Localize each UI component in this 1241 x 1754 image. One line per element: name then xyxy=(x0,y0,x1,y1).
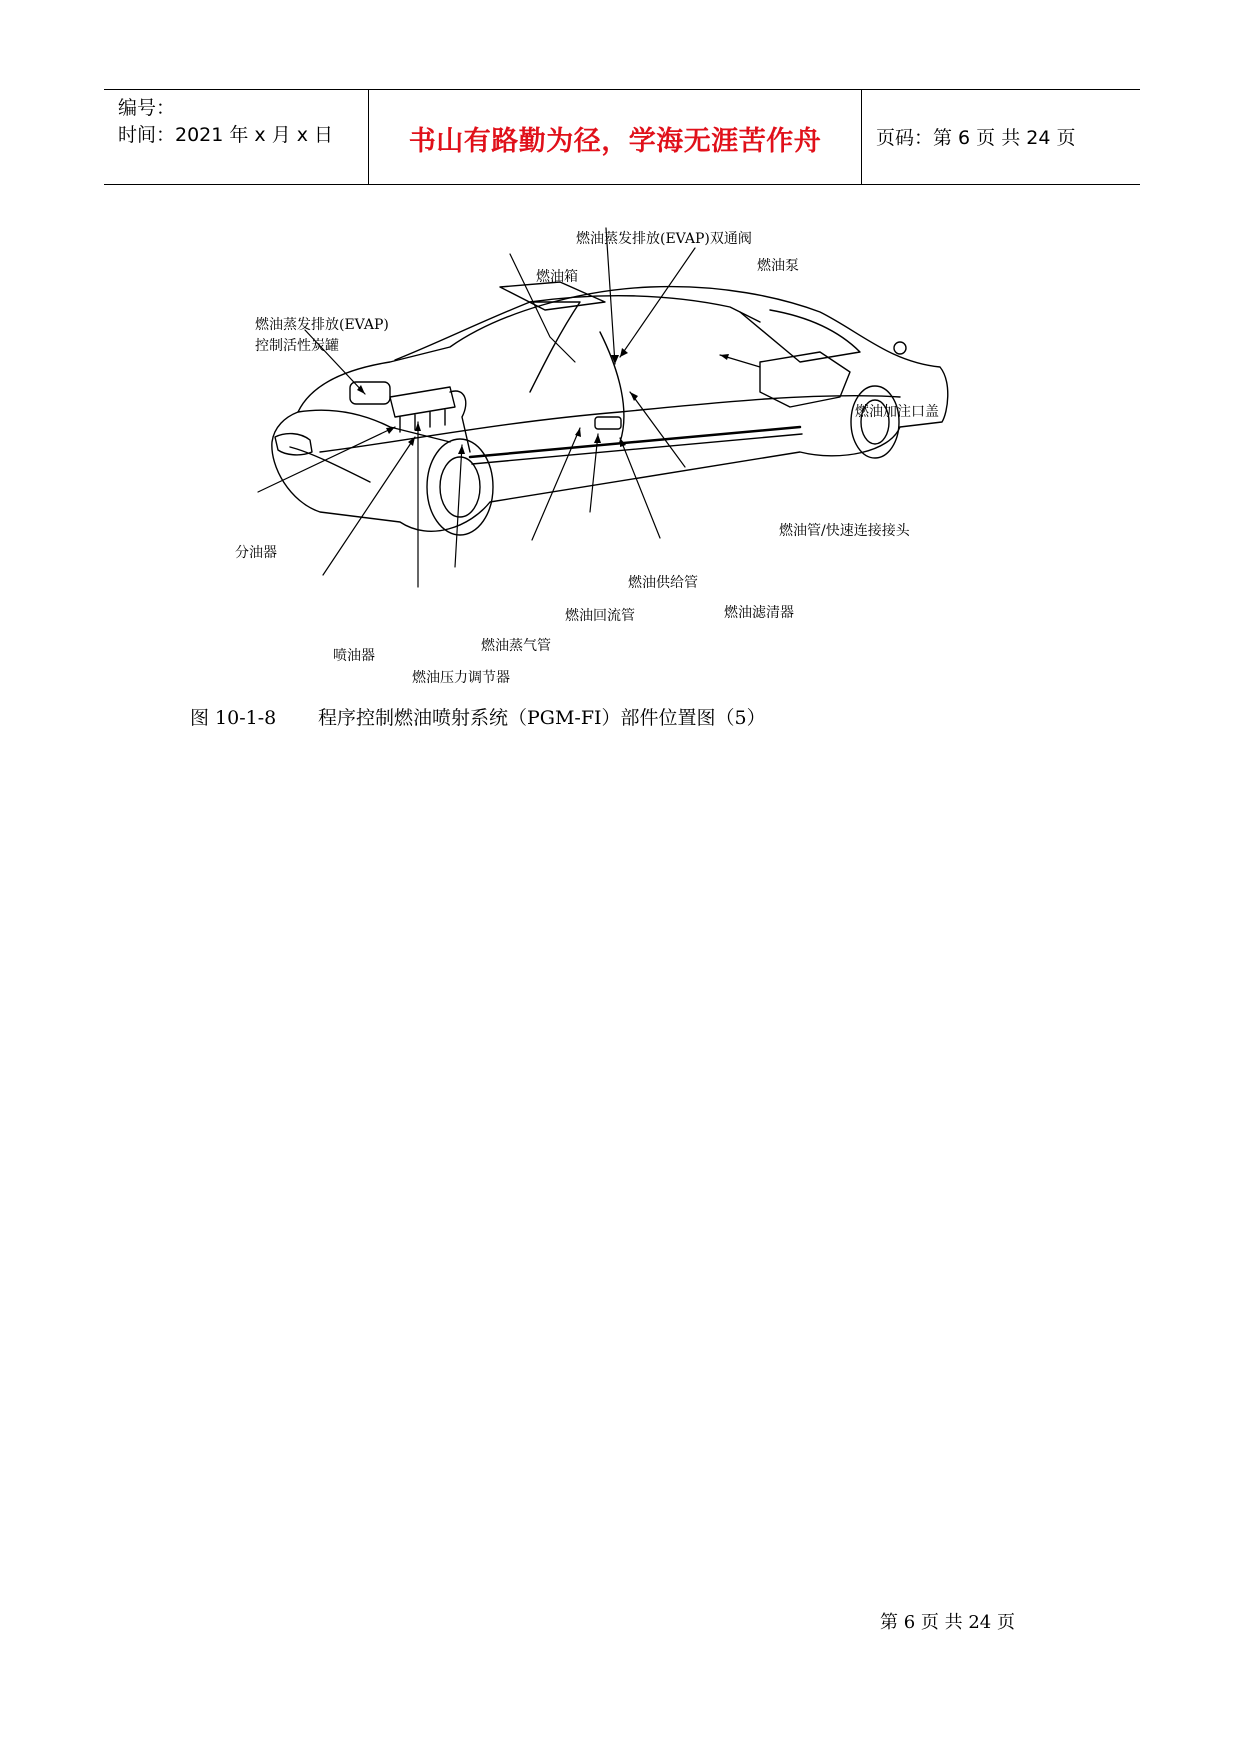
filler-cap-shape xyxy=(894,342,906,354)
arrowhead-quick-connector xyxy=(630,392,638,401)
leader-injector xyxy=(323,437,415,575)
figure-title: 程序控制燃油喷射系统（PGM-FI）部件位置图（5） xyxy=(318,707,766,729)
label-fuel-filter: 燃油滤清器 xyxy=(724,605,794,621)
header-info-cell xyxy=(104,90,369,184)
leader-fuel-pump xyxy=(620,248,695,357)
label-fuel-tank: 燃油箱 xyxy=(536,269,578,285)
leader-fuel-filter xyxy=(620,438,660,538)
figure-caption xyxy=(190,703,766,730)
arrowhead-vapor-pipe xyxy=(458,445,465,454)
page-footer: 第 6 页 共 24 页 xyxy=(880,1612,1015,1633)
leader-distributor xyxy=(258,427,395,492)
label-canister-line2: 控制活性炭罐 xyxy=(255,338,339,354)
label-quick-connector: 燃油管/快速连接接头 xyxy=(779,523,910,539)
fuel-tank-outline xyxy=(760,352,850,407)
header-motto-cell xyxy=(369,90,862,184)
fuel-line-long xyxy=(470,427,800,457)
arrowhead-return-pipe xyxy=(575,428,581,437)
canister-shape xyxy=(350,382,390,404)
grille xyxy=(290,447,370,482)
arrowhead-filler-cap xyxy=(720,354,729,360)
header-page-cell xyxy=(862,90,1140,184)
label-canister-line1: 燃油蒸发排放(EVAP) xyxy=(255,317,389,333)
arrowhead-distributor xyxy=(386,427,395,434)
injector-tubes xyxy=(400,410,445,432)
document-time-label: 时间：2021 年 x 月 x 日 xyxy=(118,124,334,146)
label-distributor: 分油器 xyxy=(235,545,277,561)
label-evap-valve: 燃油蒸发排放(EVAP)双通阀 xyxy=(576,231,752,247)
fuel-filter-shape xyxy=(595,417,621,429)
leader-return-pipe xyxy=(532,428,580,540)
leader-lines xyxy=(258,228,760,587)
label-filler-cap: 燃油加注口盖 xyxy=(855,404,939,420)
figure-number: 图 10-1-8 xyxy=(190,707,277,729)
header-page-code: 页码：第 6 页 共 24 页 xyxy=(876,127,1076,149)
label-supply-pipe: 燃油供给管 xyxy=(628,575,698,591)
label-pressure-regulator: 燃油压力调节器 xyxy=(412,670,510,686)
arrowhead-pressure-regulator xyxy=(415,422,421,431)
rear-wheel xyxy=(851,386,899,458)
leader-quick-connector xyxy=(630,392,685,467)
label-fuel-pump: 燃油泵 xyxy=(757,258,799,274)
page-header xyxy=(104,89,1140,185)
arrowhead-fuel-pump xyxy=(620,348,628,357)
header-motto: 书山有路勤为径，学海无涯苦作舟 xyxy=(408,126,822,157)
rear-window xyxy=(740,310,860,362)
label-return-pipe: 燃油回流管 xyxy=(565,608,635,624)
leader-vapor-pipe xyxy=(455,445,462,567)
windshield xyxy=(395,302,580,392)
label-vapor-pipe: 燃油蒸气管 xyxy=(481,638,551,654)
document-number-label: 编号： xyxy=(118,97,176,119)
label-injector: 喷油器 xyxy=(333,648,375,664)
fuel-system-figure xyxy=(200,212,980,692)
arrowhead-supply-pipe xyxy=(594,434,601,443)
